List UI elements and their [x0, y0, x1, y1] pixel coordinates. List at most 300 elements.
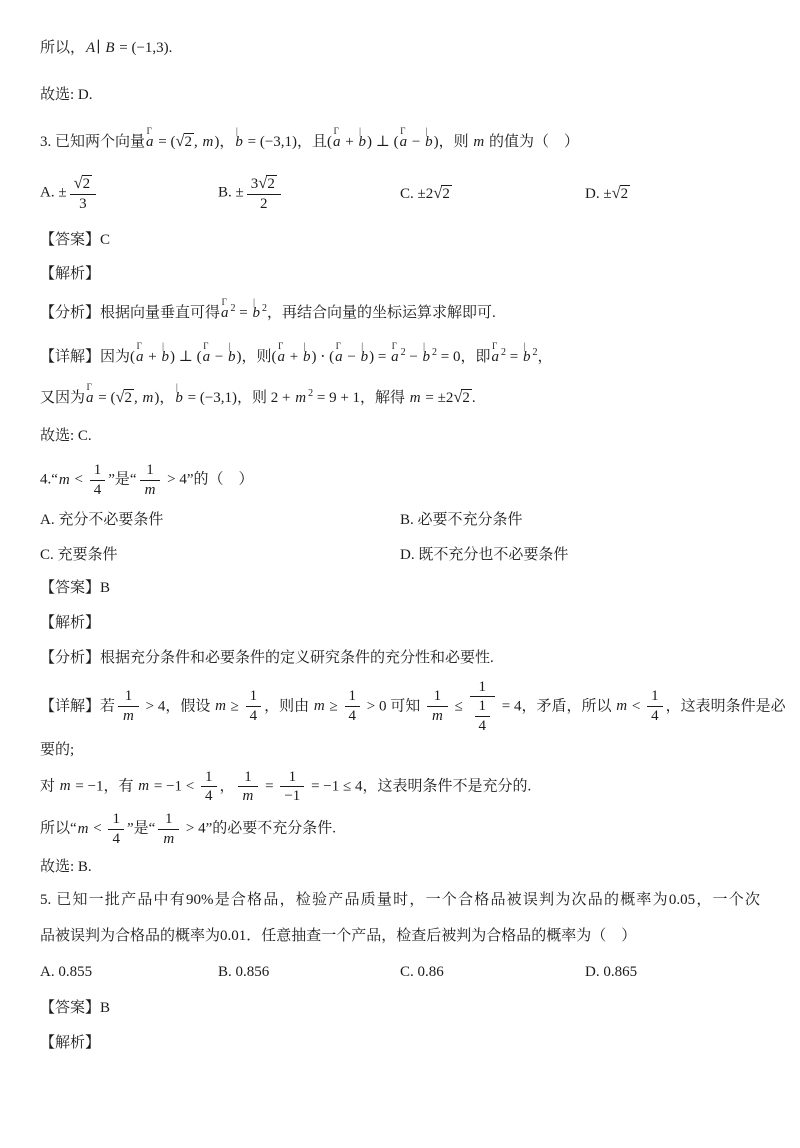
vector-arrow-mark: | [359, 125, 361, 136]
text-run: = [235, 305, 252, 322]
text-run: + [341, 133, 358, 150]
line-q4-detail-1 [40, 678, 786, 736]
vector-letter: b [522, 349, 531, 365]
text-run: )，则( [236, 349, 277, 365]
radical-sign-icon: √ [258, 173, 268, 193]
math-vector [251, 297, 261, 325]
math-fraction [90, 461, 106, 500]
fraction-numerator [108, 810, 124, 829]
math-superscript: 2 [400, 347, 406, 358]
math-fraction [475, 697, 491, 736]
math-var: m [202, 133, 214, 150]
text-run: 1 [164, 811, 173, 827]
text-run: 又因为 [40, 389, 86, 406]
radical-sign-icon: √ [175, 130, 185, 150]
math-sqrt [258, 173, 277, 194]
text-run: )，则 [433, 133, 473, 150]
radicand: 2 [124, 389, 133, 406]
vector-arrow-mark: Γ [86, 381, 92, 392]
line-q3-detail-2 [40, 381, 760, 410]
text-run: 1 [288, 768, 297, 785]
text-run: ， [219, 778, 235, 795]
text-run: 1 [93, 462, 102, 479]
math-sqrt [175, 129, 194, 154]
text-run: ，再结合向量的坐标运算求解即可. [266, 305, 496, 322]
math-var: m [138, 778, 150, 795]
vector-letter: a [335, 349, 343, 365]
math-fraction [158, 810, 179, 849]
vector-arrow-mark: | [253, 297, 255, 308]
vector-letter: a [491, 349, 500, 365]
radical-sign-icon: √ [453, 386, 463, 406]
text-run: ∣ [96, 40, 105, 56]
text-run: C. ±2 [400, 186, 434, 203]
text-run: 【解析】 [40, 1035, 101, 1052]
text-run: 3. 已知两个向量 [40, 133, 146, 150]
math-var: m [616, 698, 628, 715]
text-run: 1 [478, 698, 487, 715]
line-q3-choice [40, 426, 760, 448]
fraction-numerator [246, 687, 262, 706]
vector-letter: b [161, 349, 169, 365]
fraction-denominator [118, 706, 139, 726]
math-var: B [105, 40, 115, 56]
vector-arrow-mark: Γ [278, 341, 284, 352]
line-q3-options [40, 173, 760, 214]
vector-arrow-mark: Γ [492, 341, 498, 352]
line-q3-detail-1 [40, 341, 760, 369]
math-sqrt [612, 181, 631, 206]
text-run: 品被误判为合格品的概率为0.01．任意抽查一个产品，检查后被判为合格品的概率为（ ） [40, 928, 637, 944]
vector-letter: b [303, 349, 311, 365]
line-q3-stem [40, 125, 760, 154]
math-superscript: 2 [501, 347, 507, 358]
math-var: m [313, 698, 325, 715]
math-var: m [163, 830, 175, 847]
fraction-denominator [247, 194, 281, 214]
fraction-numerator [647, 687, 663, 706]
text-run: ”是“ [126, 820, 156, 837]
vector-letter: b [422, 349, 431, 365]
math-fraction [201, 768, 217, 807]
vector-arrow-mark: | [236, 125, 238, 136]
vector-letter: b [358, 133, 367, 150]
line-q5-stem-1 [40, 890, 760, 912]
text-run: A. ± [40, 184, 67, 201]
fraction-numerator [238, 768, 259, 787]
text-run: 4 [249, 708, 258, 725]
q5-option-d [585, 962, 760, 984]
vector-letter: b [235, 133, 243, 150]
fraction-numerator [140, 461, 161, 480]
text-run: 4 [205, 788, 213, 805]
math-vector [390, 341, 400, 369]
text-run: = [506, 349, 522, 365]
text-run: 3 [79, 196, 87, 212]
math-vector [302, 341, 312, 369]
vector-arrow-mark: Γ [221, 297, 227, 308]
vector-arrow-mark: Γ [136, 341, 142, 352]
vector-arrow-mark: Γ [146, 125, 152, 136]
text-run: 1 [651, 688, 659, 705]
math-vector [85, 381, 95, 410]
text-run: = (−1,3). [115, 40, 173, 56]
math-vector [174, 381, 184, 410]
math-vector [522, 341, 532, 369]
fraction-denominator [201, 786, 217, 806]
math-vector [360, 341, 370, 369]
text-run: 3 [250, 176, 259, 193]
fraction-numerator [201, 768, 217, 787]
math-vector [160, 341, 170, 369]
line-q5-options [40, 962, 760, 984]
text-run: = 4，矛盾，所以 [498, 698, 616, 715]
line-q4-choice [40, 857, 760, 879]
fraction-numerator [158, 810, 179, 829]
vector-letter: b [360, 349, 369, 365]
vector-arrow-mark: Γ [203, 341, 209, 352]
text-run: = ( [94, 389, 116, 406]
text-run: , [194, 133, 202, 150]
math-var: m [144, 482, 156, 498]
vector-letter: b [425, 133, 433, 150]
text-run: 【详解】因为( [40, 349, 135, 365]
vector-arrow-mark: | [361, 341, 364, 352]
text-run: B. 0.856 [218, 963, 270, 980]
fraction-denominator [158, 829, 179, 849]
math-var: m [215, 698, 226, 715]
text-run: 1 [478, 678, 487, 695]
text-run: − [405, 349, 422, 365]
text-run: 故选: C. [40, 427, 92, 444]
text-run: > 4”的（ ） [163, 471, 254, 488]
math-fraction [647, 687, 663, 726]
fraction-numerator [280, 768, 304, 787]
text-run: −1 [284, 788, 301, 805]
vector-letter: a [202, 349, 211, 365]
line-q3-answer [40, 230, 760, 252]
vector-letter: a [136, 349, 144, 365]
line-q4-options-1 [40, 510, 760, 532]
line-q4-jiexi [40, 613, 760, 635]
text-run: 【答案】B [40, 999, 111, 1016]
text-run: 【解析】 [40, 615, 101, 631]
text-run: 1 [205, 768, 213, 785]
math-fraction [108, 810, 124, 849]
text-run: = [261, 778, 278, 795]
text-run: A. 充分不必要条件 [40, 511, 164, 528]
text-run: 【答案】B [40, 580, 111, 597]
text-run: ， [537, 349, 553, 365]
text-run: < [89, 820, 106, 837]
text-run: 【详解】若 [40, 698, 116, 715]
fraction-numerator [70, 173, 97, 194]
vector-letter: a [399, 133, 408, 150]
math-vector [422, 341, 432, 369]
vector-arrow-mark: | [228, 341, 231, 352]
line-q4-detail-3 [40, 768, 760, 807]
fraction-denominator [140, 480, 161, 500]
math-sqrt [453, 385, 472, 410]
q5-option-c [400, 962, 585, 984]
math-var: m [242, 788, 254, 805]
fraction-denominator [475, 716, 491, 736]
radicand: 2 [267, 176, 275, 193]
vector-arrow-mark: Γ [335, 341, 341, 352]
q5-option-a [40, 962, 218, 984]
math-vector [234, 125, 244, 154]
math-vector [334, 341, 344, 369]
vector-letter: a [86, 389, 94, 406]
math-fraction [470, 678, 496, 736]
text-run: = −1 < [150, 778, 199, 795]
math-fraction [345, 687, 361, 726]
text-run: D. 既不充分也不必要条件 [400, 546, 569, 563]
text-run: 1 [249, 688, 258, 705]
text-run: < [628, 698, 645, 715]
vector-letter: b [175, 389, 183, 406]
line-q2-conclusion [40, 38, 760, 60]
radicand: 2 [620, 186, 629, 203]
math-var: m [123, 708, 134, 725]
math-vector [227, 341, 237, 369]
math-vector [491, 341, 501, 369]
text-run: )， [154, 389, 175, 406]
text-run: 【解析】 [40, 265, 101, 282]
text-run: B. ± [218, 184, 244, 201]
vector-arrow-mark: | [303, 341, 306, 352]
math-fraction [140, 461, 161, 500]
text-run: − [408, 133, 425, 150]
text-run: 2 [260, 196, 268, 212]
q4-option-a [40, 510, 400, 532]
text-run: = (−3,1)，则 2 + [183, 389, 295, 406]
line-q4-answer [40, 578, 760, 600]
text-run: ，则由 [264, 698, 313, 715]
math-superscript: 2 [230, 303, 236, 315]
math-var: m [59, 778, 71, 795]
math-var: m [409, 389, 421, 406]
text-run: − [211, 349, 228, 365]
fraction-numerator [118, 687, 139, 706]
line-q5-jiexi [40, 1033, 760, 1055]
math-vector [358, 125, 368, 154]
text-run: 所以， [40, 40, 86, 56]
text-run: = −1，有 [71, 778, 138, 795]
math-sqrt [433, 181, 452, 206]
vector-arrow-mark: Γ [333, 125, 339, 136]
line-q4-detail-2 [40, 740, 760, 762]
vector-letter: b [252, 305, 260, 322]
vector-letter: b [228, 349, 236, 365]
math-vector [135, 341, 145, 369]
vector-letter: a [333, 133, 341, 150]
fraction-denominator [280, 786, 304, 806]
radical-sign-icon: √ [115, 386, 125, 406]
text-run: )， [214, 133, 235, 150]
radicand: 2 [82, 176, 91, 193]
text-run: = ( [154, 133, 176, 150]
q3-option-d [585, 181, 760, 206]
text-run: = ±2 [421, 389, 454, 406]
radical-sign-icon: √ [433, 183, 443, 203]
text-run: 4 [93, 482, 102, 498]
math-vector [145, 125, 155, 154]
math-var: m [431, 708, 443, 725]
text-run: 1 [124, 688, 133, 705]
math-vector [399, 125, 409, 154]
math-var: m [473, 133, 485, 150]
text-run: ) ⊥ ( [169, 349, 202, 365]
text-run: 1 [348, 688, 356, 705]
fraction-denominator [647, 706, 663, 726]
text-run: 所以“ [40, 820, 77, 837]
fraction-denominator [70, 194, 97, 214]
q3-option-a [40, 173, 218, 214]
line-q3-analysis [40, 297, 760, 325]
fraction-numerator [90, 461, 106, 480]
line-q4-options-2 [40, 545, 760, 567]
math-var: A [86, 40, 96, 56]
vector-arrow-mark: | [176, 381, 178, 392]
math-superscript: 2 [532, 347, 538, 358]
math-vector [277, 341, 287, 369]
fraction-denominator [108, 829, 124, 849]
math-vector [424, 125, 434, 154]
text-run: 4 [112, 830, 120, 847]
fraction-numerator [345, 687, 361, 706]
line-q2-choice [40, 85, 760, 107]
radical-sign-icon: √ [611, 183, 621, 203]
line-q4-analysis [40, 648, 760, 670]
text-run: > 0 可知 [363, 698, 424, 715]
fraction-numerator [427, 687, 448, 706]
text-run: = 0，即 [437, 349, 491, 365]
text-run: 1 [146, 462, 154, 479]
text-run: 故选: D. [40, 86, 93, 103]
vector-letter: a [221, 305, 229, 322]
text-run: ≥ [226, 698, 243, 715]
vector-letter: a [277, 349, 286, 365]
text-run: C. 0.86 [400, 963, 444, 980]
radicand: 2 [462, 389, 470, 406]
math-vector [202, 341, 212, 369]
text-run: ) = [369, 349, 391, 365]
text-run: + [144, 349, 161, 365]
q4-option-c [40, 545, 400, 567]
fraction-denominator [470, 696, 496, 736]
fraction-numerator [470, 678, 496, 697]
text-run: − [343, 349, 360, 365]
vector-arrow-mark: | [425, 125, 428, 136]
math-vector [220, 297, 230, 325]
text-run: A. 0.855 [40, 963, 93, 980]
text-run: ≥ [325, 698, 342, 715]
vector-arrow-mark: | [523, 341, 526, 352]
text-run: = 9 + 1，解得 [313, 389, 409, 406]
radicand: 2 [442, 186, 450, 203]
text-run: 4.“ [40, 471, 58, 488]
vector-letter: a [146, 133, 154, 150]
text-run: 1 [433, 688, 442, 705]
text-run: 4 [348, 708, 356, 725]
text-run: 5. 已知一批产品中有90%是合格品，检验产品质量时，一个合格品被误判为次品的概率为0.05，一个次 [40, 892, 760, 909]
line-q5-stem-2 [40, 926, 760, 948]
math-var: m [77, 820, 89, 837]
fraction-denominator [427, 706, 448, 726]
text-run: 1 [112, 811, 120, 827]
math-var: m [58, 471, 70, 488]
math-fraction [70, 173, 97, 214]
math-fraction [280, 768, 304, 807]
text-run: , [134, 389, 142, 406]
q4-option-b [400, 510, 760, 532]
q5-option-b [218, 962, 400, 984]
math-var: m [295, 389, 307, 406]
fraction-numerator [247, 173, 281, 194]
text-run: B. 必要不充分条件 [400, 511, 523, 528]
text-run: ，这表明条件是必 [665, 698, 786, 715]
text-run: 的值为（ ） [485, 133, 579, 150]
line-q3-jiexi [40, 264, 760, 286]
text-run: 【分析】根据充分条件和必要条件的定义研究条件的充分性和必要性. [40, 649, 494, 666]
math-sqrt [74, 173, 93, 194]
math-fraction [118, 687, 139, 726]
math-superscript: 2 [308, 387, 314, 399]
text-run: ”是“ [108, 471, 137, 488]
fraction-denominator [90, 480, 106, 500]
vector-arrow-mark: | [162, 341, 164, 352]
text-run: 故选: B. [40, 858, 92, 875]
text-run: 对 [40, 778, 59, 795]
text-run: 1 [244, 768, 252, 785]
text-run: D. ± [585, 186, 612, 203]
vector-arrow-mark: | [423, 341, 425, 352]
q4-option-d [400, 545, 760, 567]
fraction-denominator [345, 706, 361, 726]
text-run: = (−3,1)，且( [243, 133, 333, 150]
text-run: 4 [651, 708, 659, 725]
text-run: < [70, 471, 87, 488]
math-var: m [142, 389, 154, 406]
vector-letter: a [391, 349, 399, 365]
q3-option-c [400, 181, 585, 206]
line-q5-answer [40, 998, 760, 1020]
fraction-numerator [475, 697, 491, 716]
text-run: > 4”的必要不充分条件. [182, 820, 337, 837]
text-run: 【答案】C [40, 231, 111, 248]
text-run: = −1 ≤ 4，这表明条件不是充分的. [307, 778, 532, 795]
math-fraction [247, 173, 281, 214]
text-run: D. 0.865 [585, 963, 638, 980]
text-run: 4 [478, 718, 487, 734]
text-run: > 4，假设 [141, 698, 215, 715]
radicand: 2 [184, 133, 193, 150]
math-sqrt [115, 385, 134, 410]
text-run: ) ⋅ ( [311, 349, 335, 365]
text-run: + [286, 349, 303, 365]
text-run: C. 充要条件 [40, 546, 118, 563]
fraction-denominator [238, 786, 259, 806]
vector-arrow-mark: Γ [391, 341, 397, 352]
math-fraction [427, 687, 448, 726]
text-run: . [471, 389, 476, 406]
text-run: ) ⊥ ( [367, 133, 399, 150]
math-superscript: 2 [261, 303, 267, 315]
text-run: 【分析】根据向量垂直可得 [40, 305, 221, 322]
text-run: 要的; [40, 741, 75, 758]
text-run: ≤ [450, 698, 467, 715]
